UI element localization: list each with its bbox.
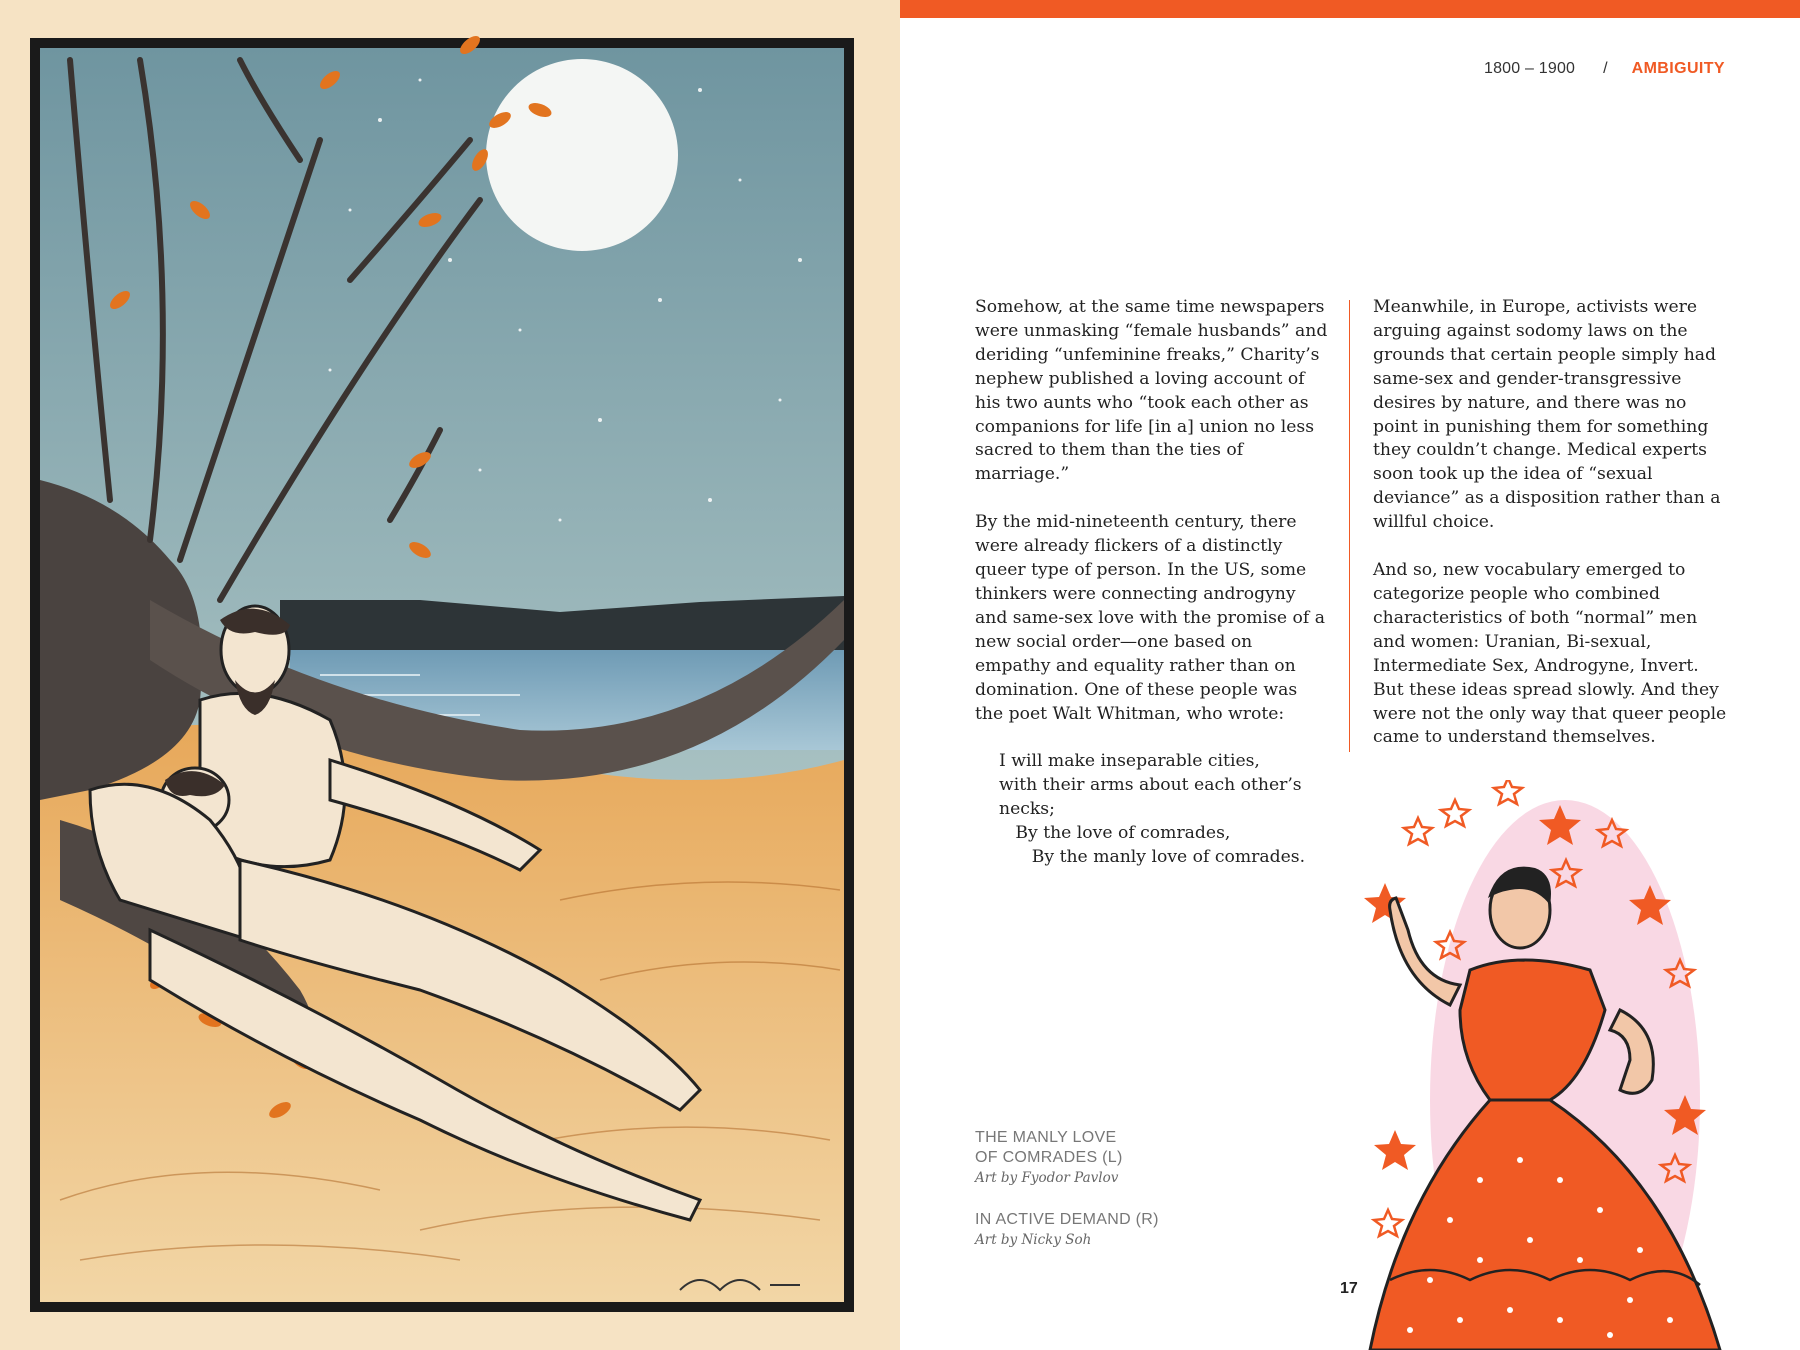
poem-line: I will make inseparable cities, (999, 751, 1260, 772)
running-head-separator: / (1603, 60, 1608, 77)
caption-right-artwork (975, 1210, 1275, 1250)
running-head-era: 1800 – 1900 (1483, 60, 1576, 77)
figure-in-orange-gown-with-stars-illustration (1330, 780, 1800, 1350)
poem-line: By the love of comrades, (999, 823, 1231, 844)
paragraph: Somehow, at the same time newspapers were unmasking “female husbands” and deriding “unfeminine freaks,” Charity’s nephew published a loving account of his two aunts who “took each other as companions for life [in a] union no less sacred to them than the ties of marriage.” (975, 297, 1328, 485)
paragraph: And so, new vocabulary emerged to categorize people who combined characteristics of both “normal” men and women: Uranian, Bi-sexual, Intermediate Sex, Androgyne, Invert. But these ideas spread slowly. And they were not the only way that queer people came to understand themselves. (1373, 560, 1727, 748)
poem-line: By the manly love of comrades. (999, 847, 1306, 868)
poem-line: with their arms about each other’s (999, 775, 1302, 796)
figure-captions (975, 1128, 1275, 1272)
page-number: 17 (1340, 1280, 1358, 1297)
caption-credit: Art by Nicky Soh (975, 1232, 1092, 1248)
body-column-left (975, 296, 1330, 870)
caption-credit: Art by Fyodor Pavlov (975, 1170, 1119, 1186)
paragraph: Meanwhile, in Europe, activists were arguing against sodomy laws on the grounds that certain people simply had same-sex and gender-transgressive desires by nature, and there was no point in punishing them for something they couldn’t change. Medical experts soon took up the idea of “sexual deviance” as a disposition rather than a willful choice. (1373, 297, 1721, 533)
caption-title: OF COMRADES (L) (975, 1149, 1123, 1166)
running-head (1484, 58, 1725, 80)
body-column-right (1373, 296, 1733, 774)
paragraph: By the mid-nineteenth century, there were already flickers of a distinctly queer type of person. In the US, some thinkers were connecting androgyny and same-sex love with the promise of a new social order—one based on empathy and equality rather than on domination. One of these people was the poet Walt Whitman, who wrote: (975, 512, 1325, 724)
right-page (900, 0, 1800, 1350)
running-head-section: AMBIGUITY (1631, 60, 1725, 77)
poem-line: necks; (999, 799, 1055, 820)
column-divider (1349, 300, 1350, 752)
caption-title: THE MANLY LOVE (975, 1129, 1117, 1146)
moon (486, 59, 678, 251)
caption-left-artwork (975, 1128, 1275, 1188)
accent-top-bar (900, 0, 1800, 18)
caption-title: IN ACTIVE DEMAND (R) (975, 1211, 1159, 1228)
poem-quote (999, 750, 1330, 870)
